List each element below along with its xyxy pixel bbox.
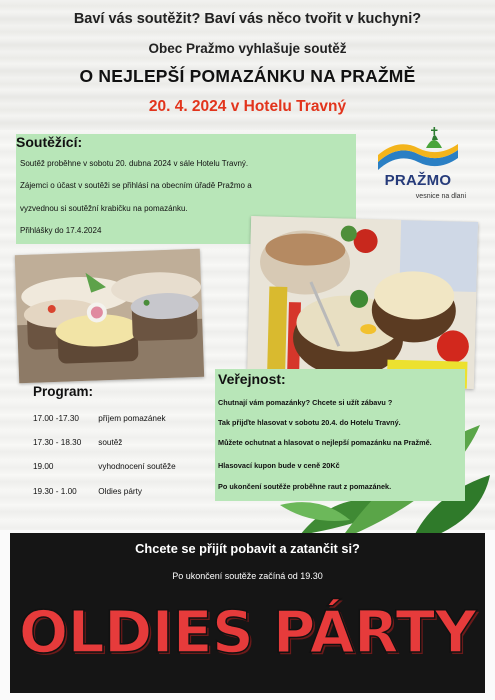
program-time: 19.00 bbox=[33, 462, 54, 471]
program-title: Program: bbox=[33, 384, 94, 399]
logo-motto: vesnice na dlani bbox=[415, 193, 466, 200]
public-line: Hlasovací kupon bude v ceně 20Kč bbox=[218, 461, 340, 470]
party-title: OLDIES PÁRTY bbox=[18, 598, 477, 666]
contestants-line: Přihlášky do 17.4.2024 bbox=[20, 226, 102, 235]
contestants-line: vyzvednou si soutěžní krabičku na pomazánku. bbox=[20, 204, 188, 213]
logo-name: PRAŽMO bbox=[384, 172, 452, 189]
program-label: soutěž bbox=[98, 438, 123, 447]
party-question: Chcete se přijít pobavit a zatančit si? bbox=[135, 541, 360, 556]
program-item bbox=[33, 487, 142, 496]
contestants-title: Soutěžící: bbox=[16, 134, 83, 150]
contestants-line: Zájemci o účast v soutěži se přihlásí na obecním úřadě Pražmo a bbox=[20, 181, 252, 190]
spread-photo-left bbox=[15, 249, 204, 383]
announcement: Obec Pražmo vyhlašuje soutěž bbox=[148, 41, 347, 56]
program-time: 17.00 -17.30 bbox=[33, 414, 79, 423]
program-item bbox=[33, 438, 122, 447]
spread-photo-right bbox=[247, 216, 478, 389]
party-subtitle: Po ukončení soutěže začíná od 19.30 bbox=[172, 571, 323, 581]
intro-question: Baví vás soutěžit? Baví vás něco tvořit v kuchyni? bbox=[73, 11, 422, 27]
program-item bbox=[33, 462, 176, 471]
contest-title: O NEJLEPŠÍ POMAZÁNKU NA PRAŽMĚ bbox=[79, 66, 416, 86]
public-line: Můžete ochutnat a hlasovat o nejlepší pomazánku na Pražmě. bbox=[218, 438, 432, 447]
contestants-line: Soutěž proběhne v sobotu 20. dubna 2024 v sále Hotelu Travný. bbox=[20, 159, 249, 168]
program-time: 17.30 - 18.30 bbox=[33, 438, 82, 447]
program-label: Oldies párty bbox=[98, 487, 142, 496]
program-time: 19.30 - 1.00 bbox=[33, 487, 77, 496]
public-line: Chutnají vám pomazánky? Chcete si užít zábavu ? bbox=[218, 398, 393, 407]
public-title: Veřejnost: bbox=[218, 371, 286, 387]
event-date: 20. 4. 2024 v Hotelu Travný bbox=[148, 98, 347, 115]
public-line: Tak přijďte hlasovat v sobotu 20.4. do Hotelu Travný. bbox=[218, 418, 401, 427]
program-label: vyhodnocení soutěže bbox=[98, 462, 176, 471]
program-label: příjem pomazánek bbox=[98, 414, 166, 423]
program-item bbox=[33, 414, 166, 423]
public-line: Po ukončení soutěže proběhne raut z pomazánek. bbox=[218, 482, 392, 491]
